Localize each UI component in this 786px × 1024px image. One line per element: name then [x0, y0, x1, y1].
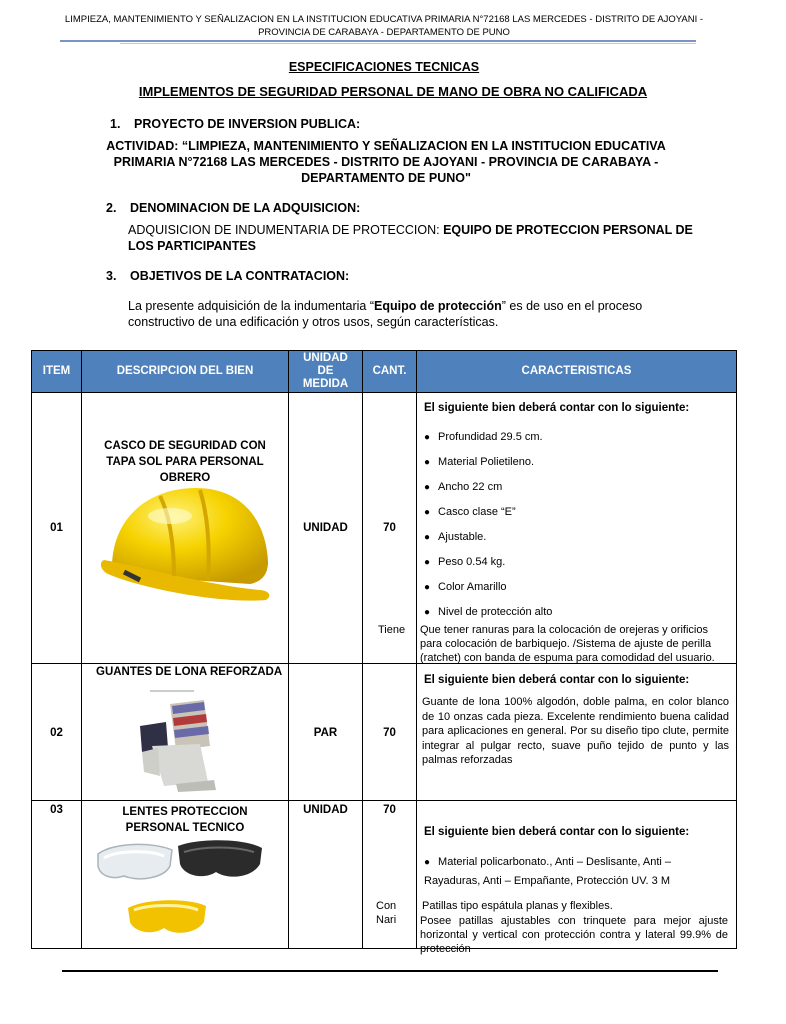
table-header-divider	[31, 392, 737, 393]
row-1-unit: UNIDAD	[303, 522, 348, 534]
row-1-feature-list	[424, 430, 552, 630]
row-1-quantity: 70	[383, 522, 396, 534]
work-gloves-icon	[130, 686, 220, 792]
header-unit: UNIDAD DE MEDIDA	[289, 351, 362, 392]
row-3-quantity: 70	[383, 804, 396, 816]
section-3-text-b: Equipo de protección	[374, 299, 502, 313]
col-border-left	[31, 350, 32, 949]
section-2-paragraph	[128, 222, 698, 254]
list-item: ● Ajustable.	[424, 530, 552, 555]
list-item: ● Color Amarillo	[424, 580, 552, 605]
section-1-title: PROYECTO DE INVERSION PUBLICA:	[134, 117, 361, 131]
section-3-title: OBJETIVOS DE LA CONTRATACION:	[130, 269, 350, 283]
row-3-description: LENTES PROTECCION PERSONAL TECNICO	[122, 806, 248, 834]
row-3-unit: UNIDAD	[303, 804, 348, 816]
table-border-top	[31, 350, 737, 351]
section-2-number: 2.	[106, 201, 117, 215]
row-1-aside: Tiene	[378, 624, 406, 636]
col-divider-3	[362, 350, 363, 949]
row-1-item: 01	[50, 522, 63, 534]
row-3-aside-2: Nari	[376, 914, 397, 926]
footer-rule	[62, 970, 718, 972]
list-item: ● Profundidad 29.5 cm.	[424, 430, 552, 455]
section-3-text-c: ” es de uso en el proceso constructivo de una edificación y otros usos, según características.	[128, 299, 643, 329]
document-title: ESPECIFICACIONES TECNICAS	[288, 60, 480, 74]
header-rule	[60, 40, 696, 42]
row-2-text: Guante de lona 100% algodón, doble palma, en color blanco de 10 onzas cada pieza. Excelente rendimiento buena calidad para aplicaciones en general. Por su diseño tipo clute, permite integrar al pulgar recto, suave puño tejido de punto y las palmas reforzadas	[422, 696, 729, 766]
section-3-heading	[106, 269, 349, 283]
row-1-requirement: El siguiente bien deberá contar con lo siguiente:	[424, 402, 690, 414]
section-3-number: 3.	[106, 269, 117, 283]
section-2-title: DENOMINACION DE LA ADQUISICION:	[130, 201, 361, 215]
list-item: ● Peso 0.54 kg.	[424, 555, 552, 580]
row-2-quantity: 70	[383, 727, 396, 739]
safety-glasses-icon	[94, 836, 284, 946]
header-quantity: CANT.	[363, 351, 416, 392]
row-1-description: CASCO DE SEGURIDAD CON TAPA SOL PARA PERSONAL OBRERO	[104, 440, 266, 484]
row-2-item: 02	[50, 727, 63, 739]
list-item: ● Material Polietileno.	[424, 455, 552, 480]
activity-text: : “LIMPIEZA, MANTENIMIENTO Y SEÑALIZACION EN LA INSTITUCION EDUCATIVA PRIMARIA N°72168 LAS MERCEDES - DISTRITO DE AJOYANI - PROVINCIA DE CARABAYA - DEPARTAMENTO DE PUNO"	[113, 139, 666, 185]
list-item: ● Casco clase “E”	[424, 505, 552, 530]
col-border-right	[736, 350, 737, 949]
row-3-item: 03	[50, 804, 63, 816]
col-divider-1	[81, 350, 82, 949]
row-3-requirement: El siguiente bien deberá contar con lo siguiente:	[424, 826, 690, 838]
row-3-feature: ● Material policarbonato., Anti – Deslisante, Anti – Rayaduras, Anti – Empañante, Protección UV. 3 M	[424, 856, 672, 887]
section-2-text-plain: ADQUISICION DE INDUMENTARIA DE PROTECCION:	[128, 223, 444, 237]
list-item: ● Nivel de protección alto	[424, 605, 552, 630]
hard-hat-icon	[100, 476, 275, 606]
section-2-heading	[106, 201, 360, 215]
row-2-requirement: El siguiente bien deberá contar con lo siguiente:	[424, 674, 690, 686]
list-item: Material policarbonato., Anti – Deslisante, Anti – Rayaduras, Anti – Empañante, Protección UV. 3 M	[424, 856, 672, 887]
section-3-text-a: La presente adquisición de la indumentaria “	[128, 299, 374, 313]
section-3-paragraph	[128, 298, 698, 330]
row-divider-2	[31, 800, 737, 801]
row-2-unit: PAR	[313, 727, 338, 739]
header-rule-thin	[120, 43, 696, 44]
col-divider-2	[288, 350, 289, 949]
row-1-note: Que tener ranuras para la colocación de orejeras y orificios para colocación de barbiquejo. /Sistema de ajuste de perilla (ratchet) con banda de espuma para comodidad del usuario.	[420, 624, 715, 664]
header-description: DESCRIPCION DEL BIEN	[82, 351, 288, 392]
header-characteristics: CARACTERISTICAS	[417, 351, 736, 392]
activity-paragraph	[96, 138, 676, 186]
section-2-text-bold: EQUIPO DE PROTECCION PERSONAL DE LOS PARTICIPANTES	[128, 223, 693, 253]
list-item: ● Ancho 22 cm	[424, 480, 552, 505]
section-1-heading	[110, 117, 360, 131]
row-3-note-1: Patillas tipo espátula planas y flexibles.	[422, 900, 613, 912]
header-item: ITEM	[32, 351, 81, 392]
section-1-number: 1.	[110, 117, 121, 131]
document-subtitle: IMPLEMENTOS DE SEGURIDAD PERSONAL DE MANO DE OBRA NO CALIFICADA	[138, 84, 648, 99]
row-3-note-2: Posee patillas ajustables con trinquete para mejor ajuste horizontal y vertical con protección contra y lateral 99.9% de protección	[420, 915, 728, 955]
col-divider-4	[416, 350, 417, 949]
header-line-1: LIMPIEZA, MANTENIMIENTO Y SEÑALIZACION EN LA INSTITUCION EDUCATIVA PRIMARIA N°72168 LAS MERCEDES - DISTRITO DE AJOYANI -	[64, 14, 704, 25]
header-line-2: PROVINCIA DE CARABAYA - DEPARTAMENTO DE PUNO	[258, 27, 510, 38]
running-header	[60, 13, 708, 39]
activity-label: ACTIVIDAD	[106, 139, 175, 153]
table-border-bottom	[31, 948, 737, 949]
row-2-description: GUANTES DE LONA REFORZADA	[96, 666, 283, 678]
row-3-aside-1: Con	[376, 900, 397, 912]
